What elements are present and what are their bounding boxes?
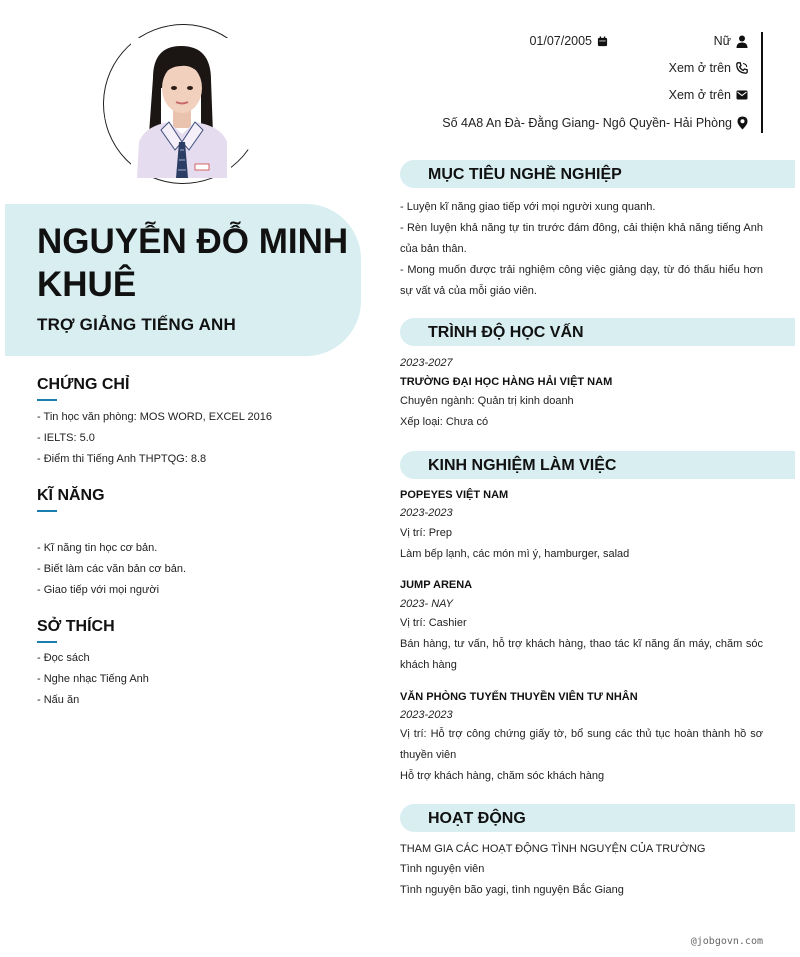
person-icon: [736, 35, 748, 48]
activities-heading: HOẠT ĐỘNG: [428, 810, 526, 827]
contact-gender: [714, 34, 748, 48]
envelope-icon: [736, 90, 748, 100]
email-text[interactable]: Xem ở trên: [668, 88, 731, 102]
hobby-item: - Nghe nhạc Tiếng Anh: [37, 673, 149, 685]
activity-line: Tình nguyện bão yagi, tình nguyện Bắc Giang: [400, 884, 624, 896]
skills-heading: KĨ NĂNG: [37, 487, 105, 504]
job-company: POPEYES VIỆT NAM: [400, 489, 509, 501]
job-description: Bán hàng, tư vấn, hỗ trợ khách hàng, thao tác kĩ năng ấn máy, chăm sóc khách hàng: [400, 638, 763, 671]
skill-item: - Biết làm các văn bản cơ bản.: [37, 563, 187, 575]
phone-icon: [736, 62, 748, 74]
objective-line: - Rèn luyện khả năng tự tin trước đám đông, cải thiện khả năng tiếng Anh của bản thân.: [400, 222, 763, 255]
experience-heading: KINH NGHIỆM LÀM VIỆC: [428, 457, 617, 474]
hobbies-rule: [37, 641, 57, 643]
phone-text[interactable]: Xem ở trên: [668, 61, 731, 75]
skill-item: - Giao tiếp với mọi người: [37, 584, 160, 596]
footer-watermark: @jobgovn.com: [690, 936, 763, 947]
certificates-rule: [37, 399, 57, 401]
objective-heading: MỤC TIÊU NGHỀ NGHIỆP: [428, 166, 622, 183]
job-period: 2023-2023: [400, 507, 453, 519]
education-period: 2023-2027: [400, 357, 453, 369]
job-role: Vị trí: Hỗ trợ công chứng giấy tờ, bổ sung các thủ tục hoàn thành hồ sơ thuyền viên: [400, 728, 763, 761]
contact-dob: [529, 34, 608, 48]
hobby-item: - Đọc sách: [37, 652, 90, 664]
certificates-heading: CHỨNG CHỈ: [37, 376, 130, 393]
skill-item: - Kĩ năng tin học cơ bản.: [37, 542, 158, 554]
certificate-item: - Tin học văn phòng: MOS WORD, EXCEL 2016: [37, 411, 272, 423]
job-period: 2023-2023: [400, 709, 453, 721]
activity-line: THAM GIA CÁC HOẠT ĐỘNG TÌNH NGUYỆN CỦA TRƯỜNG: [400, 843, 706, 855]
contact-divider: [761, 32, 763, 133]
full-name: NGUYỄN ĐỖ MINH KHUÊ: [37, 222, 349, 304]
address-text: Số 4A8 An Đà- Đằng Giang- Ngô Quyền- Hải Phòng: [442, 116, 732, 130]
dob-text: 01/07/2005: [529, 34, 592, 48]
location-pin-icon: [737, 116, 748, 130]
job-period: 2023- NAY: [400, 598, 453, 610]
job-title: TRỢ GIẢNG TIẾNG ANH: [37, 315, 237, 334]
job-description: Làm bếp lạnh, các món mì ý, hamburger, salad: [400, 548, 630, 560]
objective-line: - Luyện kĩ năng giao tiếp với mọi người xung quanh.: [400, 201, 656, 213]
hobbies-heading: SỞ THÍCH: [37, 618, 115, 635]
education-grade: Xếp loại: Chưa có: [400, 416, 489, 428]
job-company: VĂN PHÒNG TUYỂN THUYỀN VIÊN TƯ NHÂN: [400, 691, 638, 703]
job-role: Vị trí: Cashier: [400, 617, 467, 629]
certificate-item: - IELTS: 5.0: [37, 432, 95, 444]
contact-address: [442, 116, 748, 130]
job-description: Hỗ trợ khách hàng, chăm sóc khách hàng: [400, 770, 605, 782]
gender-text: Nữ: [713, 34, 731, 48]
certificate-item: - Điểm thi Tiếng Anh THPTQG: 8.8: [37, 453, 207, 465]
calendar-icon: [597, 36, 608, 47]
education-heading: TRÌNH ĐỘ HỌC VẤN: [428, 324, 584, 341]
job-role: Vị trí: Prep: [400, 527, 452, 539]
job-company: JUMP ARENA: [400, 579, 473, 591]
education-school: TRƯỜNG ĐẠI HỌC HÀNG HẢI VIỆT NAM: [400, 376, 613, 388]
objective-text: [400, 197, 763, 302]
contact-email[interactable]: [669, 88, 748, 102]
activity-line: Tình nguyện viên: [400, 863, 485, 875]
skills-rule: [37, 510, 57, 512]
education-major: Chuyên ngành: Quản trị kinh doanh: [400, 395, 574, 407]
avatar: [131, 38, 231, 178]
contact-phone[interactable]: [669, 61, 748, 75]
hobby-item: - Nấu ăn: [37, 694, 80, 706]
objective-line: - Mong muốn được trải nghiệm công việc giảng dạy, từ đó thấu hiểu hơn sự vất vả của mỗi giáo viên.: [400, 264, 763, 297]
